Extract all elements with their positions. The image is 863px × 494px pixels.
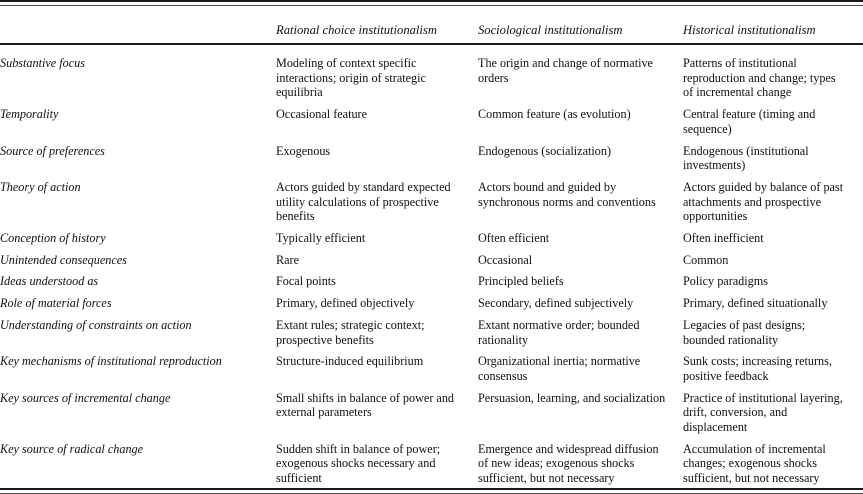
table-top-rule bbox=[0, 0, 863, 6]
table-row bbox=[0, 354, 863, 390]
cell-conception-of-history-rational-choice: Typically efficient bbox=[276, 231, 366, 246]
table-bottom-rule bbox=[0, 488, 863, 494]
column-header-blank bbox=[0, 0, 276, 44]
row-label-conception-of-history: Conception of history bbox=[0, 231, 106, 246]
table-row bbox=[0, 231, 863, 253]
column-header-sociological-label: Sociological institutionalism bbox=[478, 23, 623, 38]
cell-role-of-material-forces-historical: Primary, defined situationally bbox=[683, 296, 828, 311]
cell-temporality-historical: Central feature (timing and sequence) bbox=[683, 107, 816, 136]
row-label-understanding-of-constraints-on-action: Understanding of constraints on action bbox=[0, 317, 192, 332]
row-label-ideas-understood-as: Ideas understood as bbox=[0, 274, 99, 289]
table-row bbox=[0, 44, 863, 107]
cell-key-mechanisms-sociological: Organizational inertia; normative consensus bbox=[478, 354, 641, 383]
cell-temporality-sociological: Common feature (as evolution) bbox=[478, 107, 631, 122]
header-row bbox=[0, 0, 863, 44]
cell-understanding-of-constraints-sociological: Extant normative order; bounded rationality bbox=[478, 317, 640, 347]
row-label-key-mechanisms-of-institutional-reproduction: Key mechanisms of institutional reproduction bbox=[0, 354, 222, 369]
row-label-key-sources-of-incremental-change: Key sources of incremental change bbox=[0, 390, 171, 405]
table-row bbox=[0, 144, 863, 180]
table-body bbox=[0, 44, 863, 486]
row-label-substantive-focus: Substantive focus bbox=[0, 56, 85, 70]
cell-understanding-of-constraints-historical: Legacies of past designs; bounded rationality bbox=[683, 317, 806, 347]
cell-key-sources-incremental-change-historical: Practice of institutional layering, drift, conversion, and displacement bbox=[683, 390, 843, 435]
table-row bbox=[0, 180, 863, 231]
cell-key-mechanisms-rational-choice: Structure-induced equilibrium bbox=[276, 354, 424, 369]
cell-key-source-radical-change-sociological: Emergence and widespread diffusion of new ideas; exogenous shocks sufficient, but not necessary bbox=[478, 441, 659, 486]
table-row bbox=[0, 274, 863, 296]
cell-source-of-preferences-historical: Endogenous (institutional investments) bbox=[683, 143, 809, 173]
cell-key-source-radical-change-historical: Accumulation of incremental changes; exogenous shocks sufficient, but not necessary bbox=[683, 441, 826, 486]
table-row bbox=[0, 107, 863, 143]
cell-role-of-material-forces-rational-choice: Primary, defined objectively bbox=[276, 296, 415, 311]
column-header-sociological bbox=[478, 0, 683, 44]
cell-role-of-material-forces-sociological: Secondary, defined subjectively bbox=[478, 296, 634, 311]
cell-key-source-radical-change-rational-choice: Sudden shift in balance of power; exogenous shocks necessary and sufficient bbox=[276, 441, 441, 486]
cell-source-of-preferences-rational-choice: Exogenous bbox=[276, 143, 331, 158]
table-row bbox=[0, 391, 863, 442]
cell-unintended-consequences-sociological: Occasional bbox=[478, 252, 533, 267]
table-header bbox=[0, 0, 863, 44]
table-row bbox=[0, 296, 863, 318]
column-header-historical-label: Historical institutionalism bbox=[683, 23, 816, 38]
cell-unintended-consequences-historical: Common bbox=[683, 252, 729, 267]
table-row bbox=[0, 253, 863, 275]
column-header-historical bbox=[683, 0, 863, 44]
cell-temporality-rational-choice: Occasional feature bbox=[276, 107, 368, 122]
cell-key-sources-incremental-change-rational-choice: Small shifts in balance of power and external parameters bbox=[276, 390, 455, 420]
table-row bbox=[0, 318, 863, 354]
cell-conception-of-history-sociological: Often efficient bbox=[478, 231, 550, 246]
row-label-source-of-preferences: Source of preferences bbox=[0, 143, 105, 158]
cell-substantive-focus-historical: Patterns of institutional reproduction and change; types of incremental change bbox=[683, 56, 836, 100]
table-row bbox=[0, 442, 863, 486]
cell-key-mechanisms-historical: Sunk costs; increasing returns, positive feedback bbox=[683, 354, 832, 383]
cell-theory-of-action-sociological: Actors bound and guided by synchronous norms and conventions bbox=[478, 179, 656, 209]
row-label-unintended-consequences: Unintended consequences bbox=[0, 252, 127, 267]
row-label-temporality: Temporality bbox=[0, 107, 59, 122]
row-label-key-source-of-radical-change: Key source of radical change bbox=[0, 441, 144, 456]
cell-theory-of-action-rational-choice: Actors guided by standard expected utility calculations of prospective benefits bbox=[276, 179, 451, 224]
cell-theory-of-action-historical: Actors guided by balance of past attachments and prospective opportunities bbox=[683, 179, 844, 224]
column-header-rational-choice-label: Rational choice institutionalism bbox=[276, 23, 437, 38]
cell-key-sources-incremental-change-sociological: Persuasion, learning, and socialization bbox=[478, 390, 666, 405]
cell-understanding-of-constraints-rational-choice: Extant rules; strategic context; prospective benefits bbox=[276, 317, 425, 347]
cell-unintended-consequences-rational-choice: Rare bbox=[276, 252, 300, 267]
cell-source-of-preferences-sociological: Endogenous (socialization) bbox=[478, 143, 612, 158]
cell-substantive-focus-sociological: The origin and change of normative orders bbox=[478, 56, 653, 85]
cell-ideas-understood-as-historical: Policy paradigms bbox=[683, 274, 768, 289]
cell-ideas-understood-as-rational-choice: Focal points bbox=[276, 274, 336, 289]
cell-conception-of-history-historical: Often inefficient bbox=[683, 231, 764, 246]
row-label-theory-of-action: Theory of action bbox=[0, 179, 81, 194]
cell-ideas-understood-as-sociological: Principled beliefs bbox=[478, 274, 564, 289]
column-header-rational-choice bbox=[276, 0, 478, 44]
cell-substantive-focus-rational-choice: Modeling of context specific interactions; origin of strategic equilibria bbox=[276, 56, 426, 100]
row-label-role-of-material-forces: Role of material forces bbox=[0, 296, 112, 311]
